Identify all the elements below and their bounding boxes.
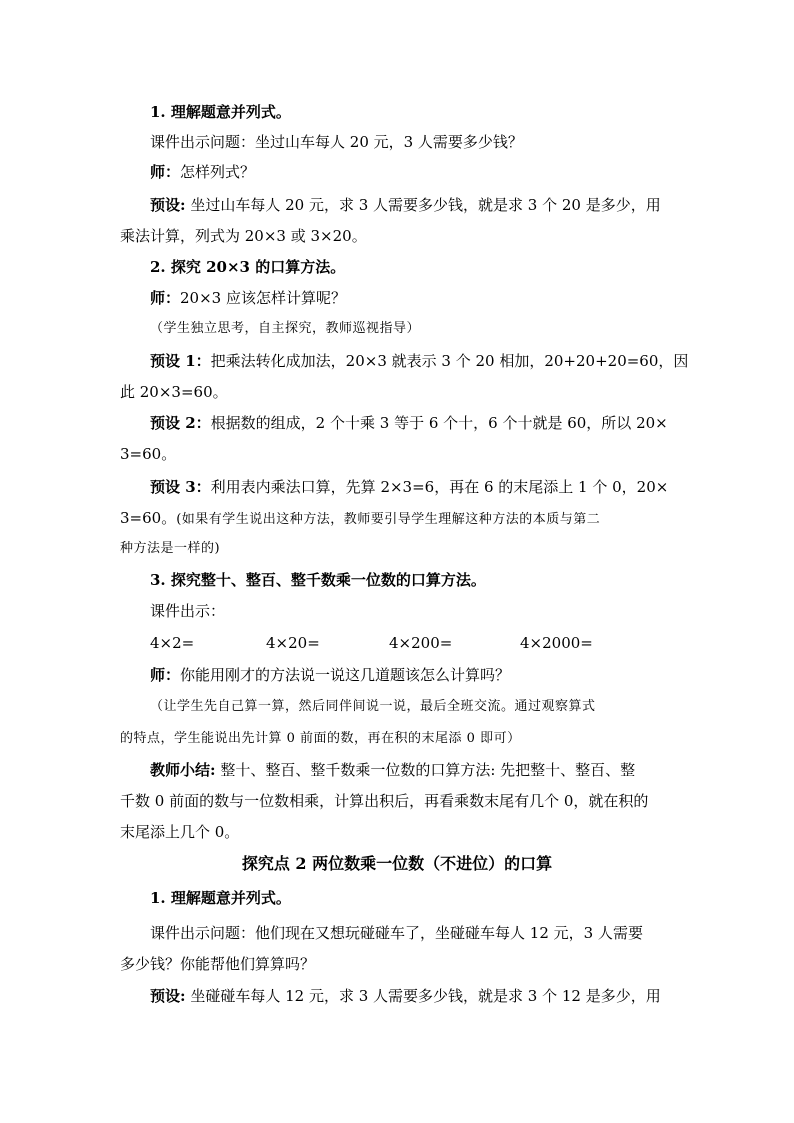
preset-label: 预设 2： — [150, 414, 211, 432]
expression-2: 4×20= — [266, 634, 320, 652]
preset-text: 3=60。 — [120, 509, 177, 527]
preset-label: 预设: — [150, 987, 186, 1005]
step3-heading: 3. 探究整十、整百、整千数乘一位数的口算方法。 — [150, 571, 486, 589]
step1-courseware: 课件出示问题：坐过山车每人 20 元，3 人需要多少钱？ — [150, 133, 523, 151]
step3-summary-line3: 末尾添上几个 0。 — [120, 823, 240, 841]
teacher-label: 师： — [150, 289, 181, 307]
preset-label: 预设 1： — [150, 352, 211, 370]
summary-text: 整十、整百、整千数乘一位数的口算方法: 先把整十、整百、整 — [215, 761, 636, 779]
step3-summary-line1 — [150, 759, 676, 781]
step2-preset3-line1 — [150, 476, 676, 498]
section2-title: 探究点 2 两位数乘一位数（不进位）的口算 — [241, 854, 553, 873]
step2-teacher-line — [150, 287, 676, 309]
step3-note-line1: （让学生先自己算一算，然后同伴间说一说，最后全班交流。通过观察算式 — [150, 699, 596, 714]
preset-label: 预设 3： — [150, 478, 211, 496]
step2-preset1-line2: 此 20×3=60。 — [120, 383, 228, 401]
teacher-label: 师： — [150, 163, 181, 181]
step3-teacher-line — [150, 664, 676, 686]
step1-heading: 1. 理解题意并列式。 — [150, 103, 291, 121]
step2-preset1-line1 — [150, 350, 689, 372]
preset-text: 坐过山车每人 20 元，求 3 人需要多少钱，就是求 3 个 20 是多少，用 — [185, 196, 661, 214]
step2-preset2-line1 — [150, 412, 676, 434]
teacher-text: 20×3 应该怎样计算呢？ — [180, 289, 346, 307]
section2-preset-line1 — [150, 985, 676, 1007]
expression-4: 4×2000= — [520, 634, 593, 652]
preset-text: 利用表内乘法口算，先算 2×3=6，再在 6 的末尾添上 1 个 0，20× — [210, 478, 669, 496]
step2-heading: 2. 探究 20×3 的口算方法。 — [150, 258, 346, 276]
step1-preset-line2: 乘法计算，列式为 20×3 或 3×20。 — [120, 227, 367, 245]
teacher-text: 怎样列式？ — [180, 163, 256, 181]
section2-heading: 1. 理解题意并列式。 — [150, 889, 291, 907]
expression-1: 4×2= — [150, 634, 195, 652]
step3-courseware: 课件出示： — [150, 602, 226, 620]
step3-note-line2: 的特点，学生能说出先计算 0 前面的数，再在积的末尾添 0 即可） — [120, 731, 521, 746]
step2-preset3-line3: 种方法是一样的) — [120, 541, 221, 556]
teacher-text: 你能用刚才的方法说一说这几道题该怎么计算吗？ — [180, 666, 511, 684]
step3-summary-line2: 千数 0 前面的数与一位数相乘，计算出积后，再看乘数末尾有几个 0，就在积的 — [120, 792, 649, 810]
preset-note: (如果有学生说出这种方法，教师要引导学生理解这种方法的本质与第二 — [176, 512, 601, 527]
step1-teacher-line — [150, 161, 676, 183]
step2-preset3-line2 — [120, 507, 676, 531]
preset-text: 坐碰碰车每人 12 元，求 3 人需要多少钱，就是求 3 个 12 是多少，用 — [185, 987, 661, 1005]
preset-text: 根据数的组成，2 个十乘 3 等于 6 个十，6 个十就是 60，所以 20× — [210, 414, 668, 432]
teacher-label: 师： — [150, 666, 181, 684]
step2-note: （学生独立思考，自主探究，教师巡视指导） — [150, 321, 421, 336]
preset-text: 把乘法转化成加法，20×3 就表示 3 个 20 相加，20+20+20=60，因 — [210, 352, 689, 370]
section2-courseware-line2: 多少钱？你能帮他们算算吗？ — [120, 955, 316, 973]
expression-3: 4×200= — [389, 634, 453, 652]
summary-label: 教师小结: — [150, 761, 216, 779]
preset-label: 预设: — [150, 196, 186, 214]
step2-preset2-line2: 3=60。 — [120, 445, 177, 463]
section2-courseware-line1: 课件出示问题：他们现在又想玩碰碰车了，坐碰碰车每人 12 元，3 人需要 — [150, 924, 643, 942]
step1-preset-line1 — [150, 194, 676, 216]
